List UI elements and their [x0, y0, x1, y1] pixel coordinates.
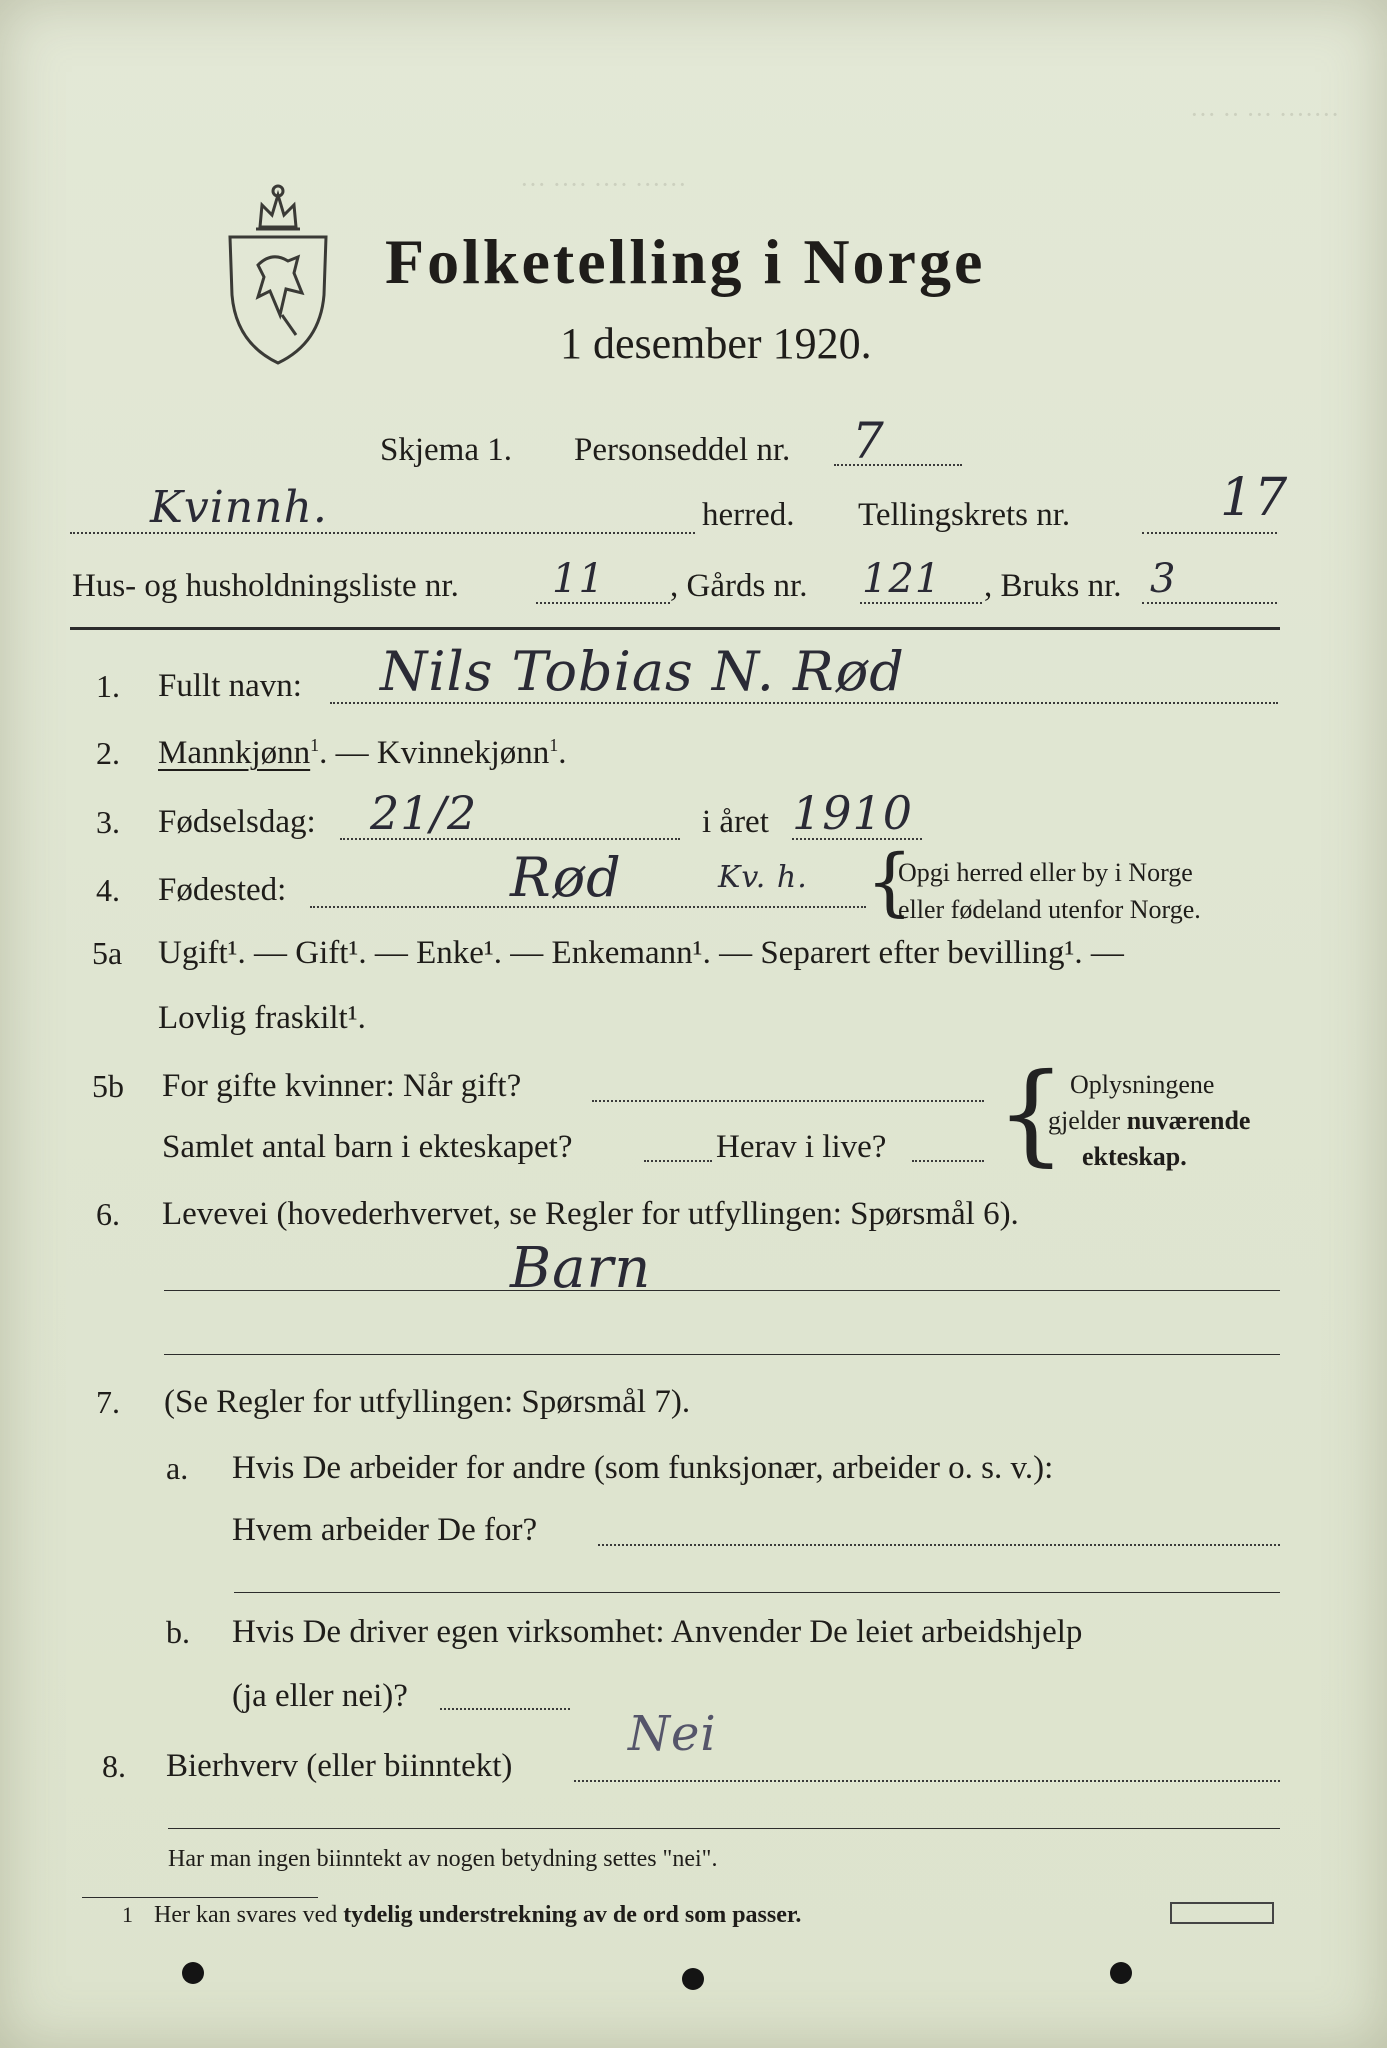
bleed-through-text: ··· ···· ···· ······ — [520, 170, 687, 199]
q7b-yes-no-label: (ja eller nei)? — [232, 1678, 408, 1714]
form-title: Folketelling i Norge — [385, 226, 986, 297]
q5b-note-line3: ekteskap. — [1082, 1142, 1187, 1171]
q5b-note-nuvaerende: nuværende — [1126, 1106, 1251, 1135]
q8-line2 — [168, 1828, 1280, 1829]
q7a-employer-line — [598, 1544, 1280, 1546]
header-divider — [70, 627, 1280, 630]
tellingskrets-label: Tellingskrets nr. — [858, 497, 1071, 533]
q2-male-option: Mannkjønn — [158, 735, 311, 771]
q7a-employer-label: Hvem arbeider De for? — [232, 1512, 538, 1548]
q7b-question: Hvis De driver egen virksomhet: Anvender De leiet arbeidshjelp — [232, 1614, 1083, 1650]
q5b-number: 5b — [92, 1068, 124, 1104]
q3-number: 3. — [96, 804, 120, 840]
personseddel-value: 7 — [852, 412, 885, 470]
q2-options — [158, 735, 567, 772]
q2-number: 2. — [96, 735, 120, 771]
printer-stamp — [1170, 1902, 1274, 1924]
hus-label: Hus- og husholdningsliste nr. — [72, 568, 459, 604]
q6-line1 — [164, 1290, 1280, 1291]
q4-brace: { — [866, 839, 914, 925]
gards-line — [860, 602, 982, 604]
hus-line — [536, 602, 670, 604]
punch-hole — [682, 1968, 704, 1990]
q4-label: Fødested: — [158, 872, 287, 908]
q5a-options-2: Lovlig fraskilt¹. — [158, 1000, 366, 1036]
q5b-alive-line — [912, 1160, 984, 1162]
footnote-divider — [82, 1897, 318, 1898]
q5b-children-alive: Herav i live? — [716, 1129, 887, 1165]
q7b-yes-no-line — [440, 1708, 570, 1710]
q2-separator: . — — [319, 735, 377, 771]
gards-value: 121 — [862, 556, 942, 602]
q5b-children-line — [644, 1160, 712, 1162]
q7b-letter: b. — [166, 1614, 190, 1650]
q5b-married-when: For gifte kvinner: Når gift? — [162, 1068, 522, 1104]
punch-hole — [182, 1962, 204, 1984]
personseddel-label: Personseddel nr. — [574, 432, 791, 468]
herred-label: herred. — [702, 497, 795, 533]
q7-number: 7. — [96, 1384, 120, 1420]
gards-label: , Gårds nr. — [670, 568, 808, 604]
bleed-through-text: ··· ·· ··· ······· — [1190, 100, 1340, 129]
footnote-text-a: Her kan svares ved — [154, 1902, 344, 1928]
q8-line — [574, 1780, 1280, 1782]
herred-value: Kvinnh. — [150, 482, 328, 533]
q4-number: 4. — [96, 872, 120, 908]
q7a-letter: a. — [166, 1450, 189, 1486]
q3-birthdate: 21/2 — [370, 786, 478, 840]
tellingskrets-value: 17 — [1220, 468, 1289, 528]
q1-full-name: Nils Tobias N. Rød — [380, 640, 905, 703]
q4-note-line2: eller fødeland utenfor Norge. — [898, 895, 1201, 924]
bruks-value: 3 — [1150, 556, 1177, 602]
bruks-line — [1142, 602, 1277, 604]
q6-line2 — [164, 1354, 1280, 1355]
q8-number: 8. — [102, 1748, 126, 1784]
q4-note-line1: Opgi herred eller by i Norge — [898, 858, 1193, 887]
punch-hole — [1110, 1962, 1132, 1984]
q7a-line2 — [234, 1592, 1280, 1593]
q7a-question: Hvis De arbeider for andre (som funksjonær, arbeider o. s. v.): — [232, 1450, 1054, 1486]
q7-label: (Se Regler for utfyllingen: Spørsmål 7). — [164, 1384, 691, 1420]
tellingskrets-line — [1142, 532, 1277, 534]
q6-number: 6. — [96, 1196, 120, 1232]
q5b-note-line1: Oplysningene — [1070, 1070, 1215, 1099]
q8-answer: Nei — [628, 1706, 717, 1762]
q6-occupation: Barn — [510, 1236, 652, 1301]
footnote-text — [154, 1902, 801, 1929]
footnote-text-b: tydelig understrekning av de ord som passer. — [343, 1902, 802, 1928]
q2-end: . — [558, 735, 567, 771]
schema-label: Skjema 1. — [380, 432, 512, 468]
q4-birthplace-note: Kv. h. — [718, 860, 808, 895]
hus-value: 11 — [552, 556, 605, 602]
norway-coat-of-arms-icon — [222, 165, 334, 365]
q5b-note-gjelder: gjelder — [1048, 1106, 1127, 1135]
bruks-label: , Bruks nr. — [984, 568, 1122, 604]
q5b-brace: { — [996, 1049, 1066, 1177]
q2-female-option: Kvinnekjønn — [376, 735, 550, 771]
q5a-options: Ugift¹. — Gift¹. — Enke¹. — Enkemann¹. — Separert efter bevilling¹. — — [158, 935, 1124, 971]
footnote-mark: 1 — [122, 1902, 133, 1927]
q3-label: Fødselsdag: — [158, 804, 316, 840]
q2-footnote-ref: 1 — [549, 735, 559, 755]
q6-label: Levevei (hovederhvervet, se Regler for utfyllingen: Spørsmål 6). — [162, 1196, 1019, 1232]
q5b-note-line2 — [1048, 1106, 1250, 1136]
q5a-number: 5a — [92, 935, 123, 971]
q4-birthplace: Rød — [510, 846, 622, 909]
q3-year-label: i året — [702, 804, 769, 840]
q1-label: Fullt navn: — [158, 668, 302, 704]
q5b-married-line — [592, 1100, 984, 1102]
q2-footnote-ref: 1 — [310, 735, 320, 755]
q5b-children-total: Samlet antal barn i ekteskapet? — [162, 1129, 573, 1165]
q3-birth-year: 1910 — [792, 786, 914, 840]
form-date: 1 desember 1920. — [560, 319, 872, 368]
q1-number: 1. — [96, 668, 120, 704]
bierhverv-note: Har man ingen biinntekt av nogen betydning settes "nei". — [168, 1846, 718, 1872]
q8-label: Bierhverv (eller biinntekt) — [166, 1748, 513, 1784]
